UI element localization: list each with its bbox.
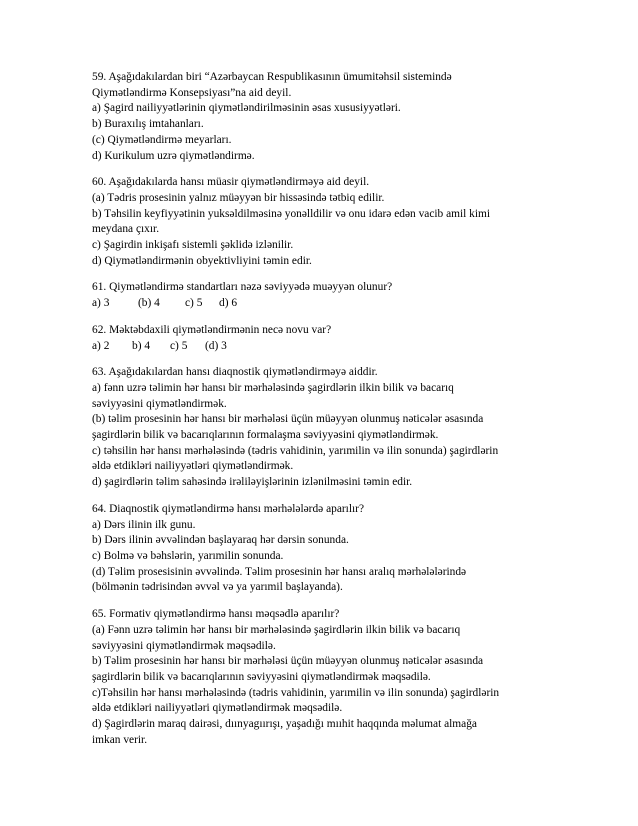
question-64-option-d-line-1: (d) Təlim prosesisinin əvvəlində. Təlim prosesinin hər hansı aralıq mərhələlərində bbox=[92, 565, 467, 578]
question-list bbox=[92, 70, 562, 759]
question-63-option-b-line-2: şagirdlərin bilik və bacarıqlarının formalaşma səviyyəsini qiymətləndirmək. bbox=[92, 429, 439, 442]
question-61-option-d: d) 6 bbox=[219, 297, 238, 310]
question-60 bbox=[92, 175, 562, 269]
question-63-option-d: d) şagirdlərin təlim sahəsində irəliləyişlərinin izlənilməsini təmin edir. bbox=[92, 476, 413, 489]
question-60-stem: 60. Aşağıdakılarda hansı müasir qiymətləndirməyə aid deyil. bbox=[92, 176, 370, 189]
question-65-option-b-line-1: b) Təlim prosesinin hər hansı bir mərhələsi üçün müəyyən olunmuş nəticələr əsasında bbox=[92, 655, 484, 668]
question-64-option-c: c) Bolmə və bəhslərin, yarımilin sonunda. bbox=[92, 549, 284, 562]
question-62 bbox=[92, 323, 562, 354]
question-61-options bbox=[92, 296, 562, 312]
question-63-option-b-line-1: (b) təlim prosesinin hər hansı bir mərhələsi üçün müəyyən olunmuş nəticələr əsasında bbox=[92, 413, 484, 426]
question-62-option-b: b) 4 bbox=[132, 339, 151, 352]
question-65-stem: 65. Formativ qiymətləndirmə hansı məqsədlə aparılır? bbox=[92, 608, 340, 621]
question-62-options bbox=[92, 339, 562, 355]
question-59-option-d: d) Kurikulum uzrə qiymətləndirmə. bbox=[92, 149, 255, 162]
question-60-option-c: c) Şagirdin inkişafı sistemli şəklidə izlənilir. bbox=[92, 239, 294, 252]
question-64-option-b: b) Dərs ilinin əvvəlindən başlayaraq hər dərsin sonunda. bbox=[92, 534, 349, 547]
question-59-option-a: a) Şagird nailiyyətlərinin qiymətləndirilməsinin əsas xususiyyətləri. bbox=[92, 102, 401, 115]
question-59-stem-line-2: Qiymətləndirmə Konsepsiyası”na aid deyil. bbox=[92, 86, 292, 99]
question-65-option-a-line-1: (a) Fənn uzrə təlimin hər hansı bir mərhələsində şagirdlərin ilkin bilik və bacarıq bbox=[92, 623, 461, 636]
question-61-option-b: (b) 4 bbox=[138, 297, 160, 310]
question-60-option-a: (a) Tədris prosesinin yalnız müəyyən bir hissəsində tətbiq edilir. bbox=[92, 191, 385, 204]
question-63-stem: 63. Aşağıdakılardan hansı diaqnostik qiymətləndirməyə aiddir. bbox=[92, 366, 378, 379]
question-63-option-a-line-1: a) fənn uzrə təlimin hər hansı bir mərhələsində şagirdlərin ilkin bilik və bacarıq bbox=[92, 381, 454, 394]
question-64-stem: 64. Diaqnostik qiymətləndirmə hansı mərhələlərdə aparılır? bbox=[92, 502, 365, 515]
question-65 bbox=[92, 607, 562, 748]
question-59 bbox=[92, 70, 562, 164]
question-62-stem: 62. Məktəbdaxili qiymətləndirmənin necə novu var? bbox=[92, 323, 332, 336]
question-63-option-c-line-1: c) təhsilin hər hansı mərhələsində (tədris vahidinin, yarımilin və ilin sonunda) şagirdlərin bbox=[92, 444, 499, 457]
question-61-option-a: a) 3 bbox=[92, 297, 110, 310]
question-62-option-c: c) 5 bbox=[170, 339, 188, 352]
question-64-option-d-line-2: (bölmənin tədrisindən əvvəl və ya yarımil başlayanda). bbox=[92, 581, 343, 594]
question-61-option-c: c) 5 bbox=[185, 297, 203, 310]
question-65-option-a-line-2: səviyyəsini qiymətləndirmək məqsədilə. bbox=[92, 639, 276, 652]
question-65-option-d-line-2: imkan verir. bbox=[92, 733, 148, 746]
question-65-option-c-line-1: c)Təhsilin hər hansı mərhələsində (tədris vahidinin, yarımilin və ilin sonunda) şagirdlərin bbox=[92, 686, 500, 699]
question-63-option-a-line-2: səviyyəsini qiymətləndirmək. bbox=[92, 397, 227, 410]
question-59-stem-line-1: 59. Aşağıdakılardan biri “Azərbaycan Respublikasının ümumitəhsil sistemində bbox=[92, 71, 452, 83]
question-60-option-b-line-2: meydana çıxır. bbox=[92, 223, 160, 236]
question-64-option-a: a) Dərs ilinin ilk gunu. bbox=[92, 518, 196, 531]
question-62-option-a: a) 2 bbox=[92, 339, 110, 352]
question-65-option-c-line-2: əldə etdikləri nailiyyətləri qiymətləndirmək məqsədilə. bbox=[92, 702, 343, 715]
question-63-option-c-line-2: əldə etdikləri nailiyyətləri qiymətləndirmək. bbox=[92, 460, 294, 473]
question-64 bbox=[92, 502, 562, 596]
question-60-option-d: d) Qiymətləndirmənin obyektivliyini təmin edir. bbox=[92, 254, 312, 267]
question-63 bbox=[92, 365, 562, 491]
question-65-option-b-line-2: şagirdlərin bilik və bacarıqlarının səviyyəsini qiymətləndirmək məqsədilə. bbox=[92, 670, 431, 683]
question-61-stem: 61. Qiymətləndirmə standartları nəzə səviyyədə muəyyən olunur? bbox=[92, 281, 393, 294]
question-62-option-d: (d) 3 bbox=[205, 339, 227, 352]
question-61 bbox=[92, 280, 562, 311]
question-59-option-b: b) Buraxılış imtahanları. bbox=[92, 118, 204, 131]
question-60-option-b-line-1: b) Təhsilin keyfiyyətinin yuksəldilməsinə yonəlldilir və onu idarə edən vacib amil kimi bbox=[92, 207, 491, 220]
question-59-option-c: (c) Qiymətləndirmə meyarları. bbox=[92, 133, 232, 146]
question-65-option-d-line-1: d) Şagirdlərin maraq dairəsi, dıınyagıırışı, yaşadığı mııhit haqqında məlumat almağa bbox=[92, 718, 477, 731]
